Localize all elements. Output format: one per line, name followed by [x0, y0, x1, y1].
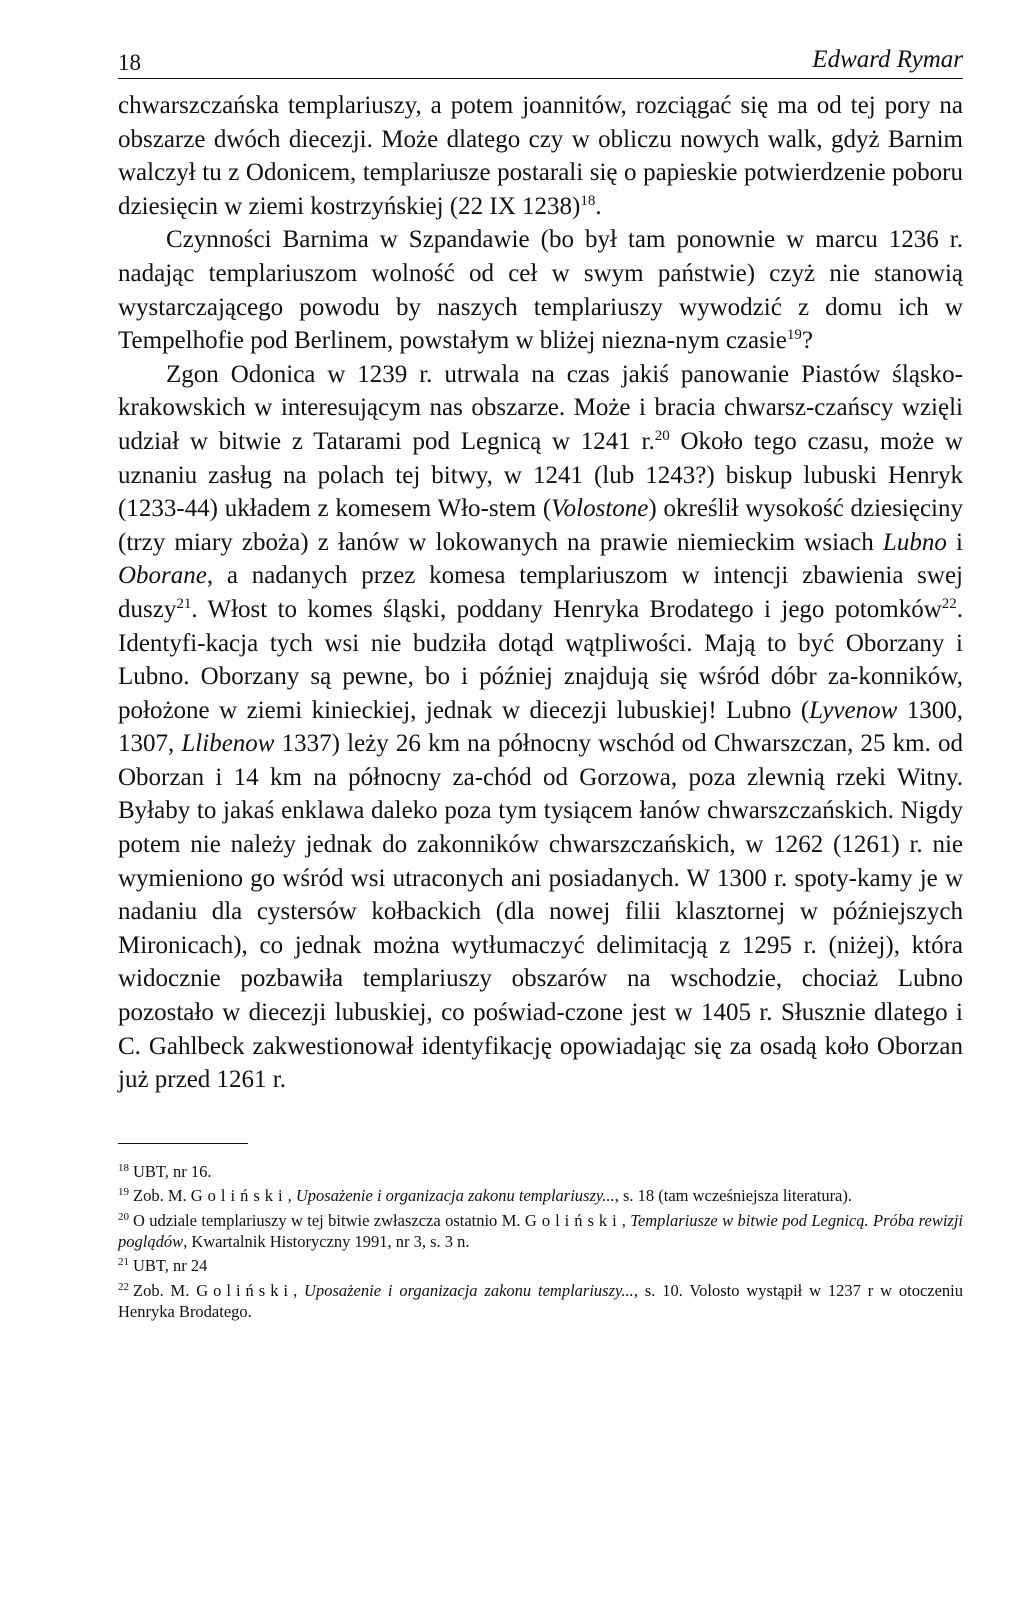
footnote-author: Goliński — [196, 1280, 294, 1300]
footnote-author: Goliński — [190, 1186, 288, 1206]
footnote-text-mid: , — [621, 1210, 631, 1230]
footnote-text-pre: Zob. M. — [133, 1186, 191, 1206]
footnote-separator — [118, 1143, 248, 1144]
paragraph-3-text-d: i — [946, 528, 963, 556]
footnote-text-pre: O udziale templariuszy w tej bitwie zwłaszcza ostatnio M. — [133, 1210, 525, 1230]
paragraph-3-text-b: Około tego czasu, może w uznaniu zasług na polach tej bitwy, w 1241 (lub 1243?) biskup lubuski Henryk (1233-44) układem z komesem Wło-stem ( — [118, 427, 963, 523]
running-head: Edward Rymar — [812, 46, 963, 73]
footnote-text-post: , Kwartalnik Historyczny 1991, nr 3, s. 3 n. — [183, 1232, 470, 1252]
paragraph-2-text: Czynności Barnima w Szpandawie (bo był tam ponownie w marcu 1236 r. nadając templariuszom wolność od ceł w swym państwie) czyż nie stanowią wystarczającego powodu by naszych templariuszy wywodzić z domu ich w Tempelhofie pod Berlinem, powstałym w bliżej niezna-nym czasie — [118, 226, 963, 355]
paragraph-3-text-i: 1337) leży 26 km na północny wschód od Chwarszczan, 25 km. od Oborzan i 14 km na północny za-chód od Gorzowa, poza zlewnią rzeki Witny. Byłaby to jakaś enklawa daleko poza tym tysiącem łanów chwarszczańskich. Nigdy potem nie należy jednak do zakonników chwarszczańskich, w 1262 (1261) r. nie wymieniono go wśród wsi utraconych ani posiadanych. W 1300 r. spoty-kamy je w nadaniu dla cystersów kołbackich (dla nowej filii klasztornej w późniejszych Mironicach), co jednak można wytłumaczyć delimitacją z 1295 r. (niżej), która widocznie pozbawiła templariuszy obszarów na wschodzie, chociaż Lubno pozostało w diecezji lubuskiej, co poświad-czone jest w 1405 r. Słusznie dlatego i C. Gahlbeck zakwestionował identyfikację opowiadając się za osadą koło Oborzan już przed 1261 r. — [118, 730, 963, 1094]
footnote-ref-22: 22 — [941, 595, 957, 612]
paragraph-3-text-g: . Identyfi-kacja tych wsi nie budziła dotąd wątpliwości. Mają to być Oborzany i Lubno. Oborzany są pewne, bo i później znajdują się wśród dóbr za-konników, położone w ziemi kinieckiej, jednak w diecezji lubuskiej! Lubno ( — [118, 595, 963, 724]
paragraph-2 — [118, 223, 963, 357]
paragraph-3 — [118, 358, 963, 1097]
main-text — [118, 89, 963, 1097]
footnote-20 — [118, 1207, 963, 1253]
footnote-22 — [118, 1277, 963, 1323]
footnote-text-mid: , — [287, 1186, 296, 1206]
footnote-ref-20: 20 — [654, 427, 670, 444]
paragraph-3-text-a: Zgon Odonica w 1239 r. utrwala na czas jakiś panowanie Piastów śląsko-krakowskich w interesującym nas obszarze. Może i bracia chwarsz-czańscy wzięli udział w bitwie z Tatarami pod Legnicą w 1241 r. — [118, 360, 963, 455]
footnote-title: Uposażenie i organizacja zakonu templariuszy... — [295, 1186, 615, 1206]
footnote-text: UBT, nr 24 — [133, 1256, 208, 1276]
italic-lubno: Lubno — [882, 528, 947, 556]
footnote-mark: 22 — [118, 1280, 129, 1293]
footnote-title: Uposażenie i organizacja zakonu templariuszy... — [304, 1280, 634, 1300]
paragraph-1-end: . — [595, 192, 602, 220]
paragraph-3-text-c: ) określił wysokość dziesięciny (trzy miary zboża) z łanów w lokowanych na prawie niemieckim wsiach — [118, 495, 964, 556]
footnote-mark: 18 — [118, 1161, 129, 1174]
paragraph-1-text: chwarszczańska templariuszy, a potem joannitów, rozciągać się ma od tej pory na obszarze dwóch diecezji. Może dlatego czy w obliczu nowych walk, gdyż Barnim walczył tu z Odonicem, templariusze postarali się o papieskie potwierdzenie poboru dziesięcin w ziemi kostrzyńskiej (22 IX 1238) — [118, 92, 963, 220]
footnote-author: Goliński — [524, 1210, 622, 1230]
book-page — [118, 44, 963, 1323]
paragraph-1 — [118, 89, 963, 223]
italic-lyvenow: Lyvenow — [809, 696, 898, 724]
footnote-ref-19: 19 — [786, 327, 802, 344]
footnote-ref-21: 21 — [176, 595, 192, 612]
footnotes — [118, 1158, 963, 1323]
footnote-text-post: , s. 10. Volosto wystąpił w 1237 r w otoczeniu Henryka Brodatego. — [118, 1280, 964, 1322]
paragraph-3-text-h: 1300, 1307, — [118, 696, 964, 758]
footnote-text-post: , s. 18 (tam wcześniejsza literatura). — [614, 1186, 853, 1206]
footnote-ref-18: 18 — [580, 192, 596, 209]
footnote-19 — [118, 1182, 963, 1206]
paragraph-3-text-f: . Włost to komes śląski, poddany Henryka Brodatego i jego potomków — [191, 595, 942, 623]
footnote-18 — [118, 1158, 963, 1182]
footnote-mark: 20 — [118, 1210, 129, 1223]
italic-oborane: Oborane — [118, 562, 207, 590]
footnote-title: Templariusze w bitwie pod Legnicą. Próba rewizji poglądów — [118, 1210, 963, 1252]
page-header — [118, 44, 963, 79]
italic-volostone: Volostone — [551, 495, 649, 523]
footnote-text-pre: Zob. M. — [133, 1280, 197, 1300]
paragraph-3-text-e: , a nadanych przez komesa templariuszom w intencji zbawienia swej duszy — [118, 562, 963, 623]
footnote-21 — [118, 1252, 963, 1276]
footnote-mark: 21 — [118, 1256, 129, 1269]
paragraph-2-end: ? — [801, 327, 813, 355]
footnote-text-mid: , — [293, 1280, 305, 1300]
italic-llibenow: Llibenow — [181, 730, 275, 758]
footnote-text: UBT, nr 16. — [133, 1161, 212, 1181]
page-number: 18 — [118, 50, 141, 75]
footnote-mark: 19 — [118, 1186, 129, 1199]
